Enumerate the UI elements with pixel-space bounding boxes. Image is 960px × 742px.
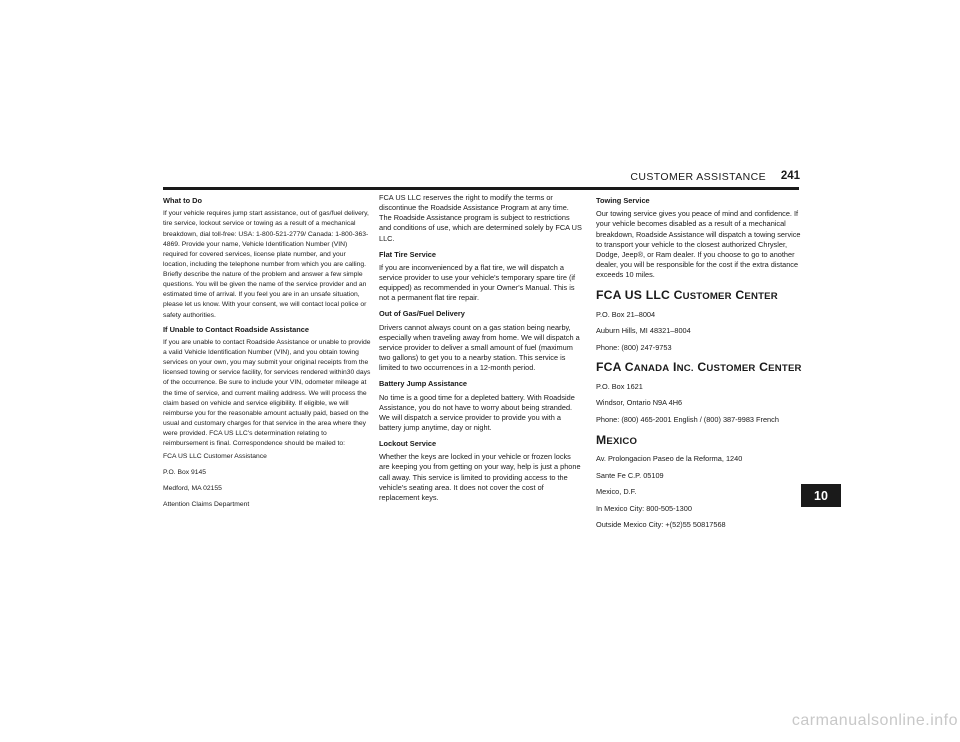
canada-center-line: P.O. Box 1621 bbox=[596, 381, 643, 391]
unable-to-contact-heading: If Unable to Contact Roadside Assistance bbox=[163, 324, 309, 334]
towing-heading: Towing Service bbox=[596, 196, 650, 205]
mexico-line: Sante Fe C.P. 05109 bbox=[596, 470, 664, 480]
unable-to-contact-body: If you are unable to contact Roadside Assistance or unable to provide a valid Vehicle Identification Number (VIN), and you obtain towing services on your own, you may submit your original receipts from the licensed towing or service facility, for services rendered within30 days of the occurrence. Be sure to include your VIN, odometer mileage at the time of service, and current mailing address. We will process the claim based on vehicle and service eligibility. If eligible, we will reimburse you for the reasonable amount actually paid, based on the usual and customary charges for that service in the area where they were provided. FCA US LLC's determination relating to reimbursement is final. Correspondence should be mailed to: bbox=[163, 338, 371, 448]
canada-center-phone: Phone: (800) 465-2001 English / (800) 387-9983 French bbox=[596, 414, 779, 424]
section-title: CUSTOMER ASSISTANCE bbox=[630, 171, 766, 183]
us-center-line: P.O. Box 21–8004 bbox=[596, 309, 656, 319]
claims-address-line: P.O. Box 9145 bbox=[163, 469, 207, 477]
mexico-heading: MEXICO bbox=[596, 432, 638, 447]
towing-body: Our towing service gives you peace of mind and confidence. If your vehicle becomes disabled as a result of a mechanical breakdown, Roadside Assistance will dispatch a towing service to transport your vehicle to the closest authorized Chrysler, Dodge, Jeep®, or Ram dealer. If you choose to go to another dealer, you will be responsible for the cost if the extra distance exceeds 10 miles. bbox=[596, 209, 801, 279]
us-center-line: Auburn Hills, MI 48321–8004 bbox=[596, 326, 691, 336]
fuel-delivery-body: Drivers cannot always count on a gas station being nearby, especially when traveling away from home. We will dispatch a service provider to deliver a small amount of fuel (maximum two gallons) to get you to a nearby station. This service is limited to two occurrences in a 12-month period. bbox=[379, 322, 580, 373]
column-left bbox=[163, 193, 371, 516]
canada-customer-center-heading: FCA CANADA INC. CUSTOMER CENTER bbox=[596, 360, 802, 375]
mexico-phone: Outside Mexico City: +(52)55 50817568 bbox=[596, 520, 726, 530]
column-middle bbox=[379, 193, 583, 509]
page-number: 241 bbox=[780, 170, 800, 182]
what-to-do-body: If your vehicle requires jump start assistance, out of gas/fuel delivery, tire service, lockout service or towing as a result of a mechanical breakdown, dial toll-free: USA: 1-800-521-2779/ Canada: 1-800-363-4869. Provide your name, Vehicle Identification Number (VIN) required for covered services, license plate number, and your location, including the telephone number from which you are calling. Briefly describe the nature of the problem and answer a few simple questions. You will be given the name of the service provider and an estimated time of arrival. If you feel you are in an unsafe situation, please let us know. With your consent, we will contact local police or safety authorities. bbox=[163, 210, 369, 319]
mexico-line: Mexico, D.F. bbox=[596, 487, 637, 497]
claims-address-line: Attention Claims Department bbox=[163, 500, 250, 508]
fuel-delivery-heading: Out of Gas/Fuel Delivery bbox=[379, 309, 465, 319]
us-customer-center-heading: FCA US LLC CUSTOMER CENTER bbox=[596, 288, 778, 303]
what-to-do-heading: What to Do bbox=[163, 196, 202, 205]
battery-jump-body: No time is a good time for a depleted battery. With Roadside Assistance, you do not have to worry about being stranded. We will dispatch a service provider to provide you with a battery jump anytime, day or night. bbox=[379, 392, 575, 432]
claims-address-line: FCA US LLC Customer Assistance bbox=[163, 453, 267, 461]
flat-tire-body: If you are inconvenienced by a flat tire, we will dispatch a service provider to use your vehicle's temporary spare tire (if equipped) as recommended in your Owner's Manual. This is not a permanent flat tire repair. bbox=[379, 262, 576, 303]
chapter-tab: 10 bbox=[801, 484, 841, 507]
mexico-line: Av. Prolongacion Paseo de la Reforma, 1240 bbox=[596, 454, 743, 464]
mexico-phone: In Mexico City: 800-505-1300 bbox=[596, 503, 692, 513]
battery-jump-heading: Battery Jump Assistance bbox=[379, 379, 468, 389]
claims-address-line: Medford, MA 02155 bbox=[163, 484, 222, 492]
header-rule bbox=[163, 187, 799, 190]
column-right bbox=[596, 193, 804, 537]
watermark-text: carmanualsonline.info bbox=[791, 712, 958, 729]
flat-tire-heading: Flat Tire Service bbox=[379, 249, 436, 259]
lockout-heading: Lockout Service bbox=[379, 439, 437, 448]
reserve-rights-body: FCA US LLC reserves the right to modify the terms or discontinue the Roadside Assistance Program at any time. The Roadside Assistance program is subject to restrictions and conditions of use, which are determined solely by FCA US LLC. bbox=[379, 193, 582, 243]
us-center-phone: Phone: (800) 247-9753 bbox=[596, 342, 672, 352]
canada-center-line: Windsor, Ontario N9A 4H6 bbox=[596, 398, 683, 408]
lockout-body: Whether the keys are locked in your vehicle or frozen locks are keeping you from getting on your way, help is just a phone call away. This service is limited to providing access to the vehicle's seating area. It does not cover the cost of replacement keys. bbox=[379, 452, 581, 502]
